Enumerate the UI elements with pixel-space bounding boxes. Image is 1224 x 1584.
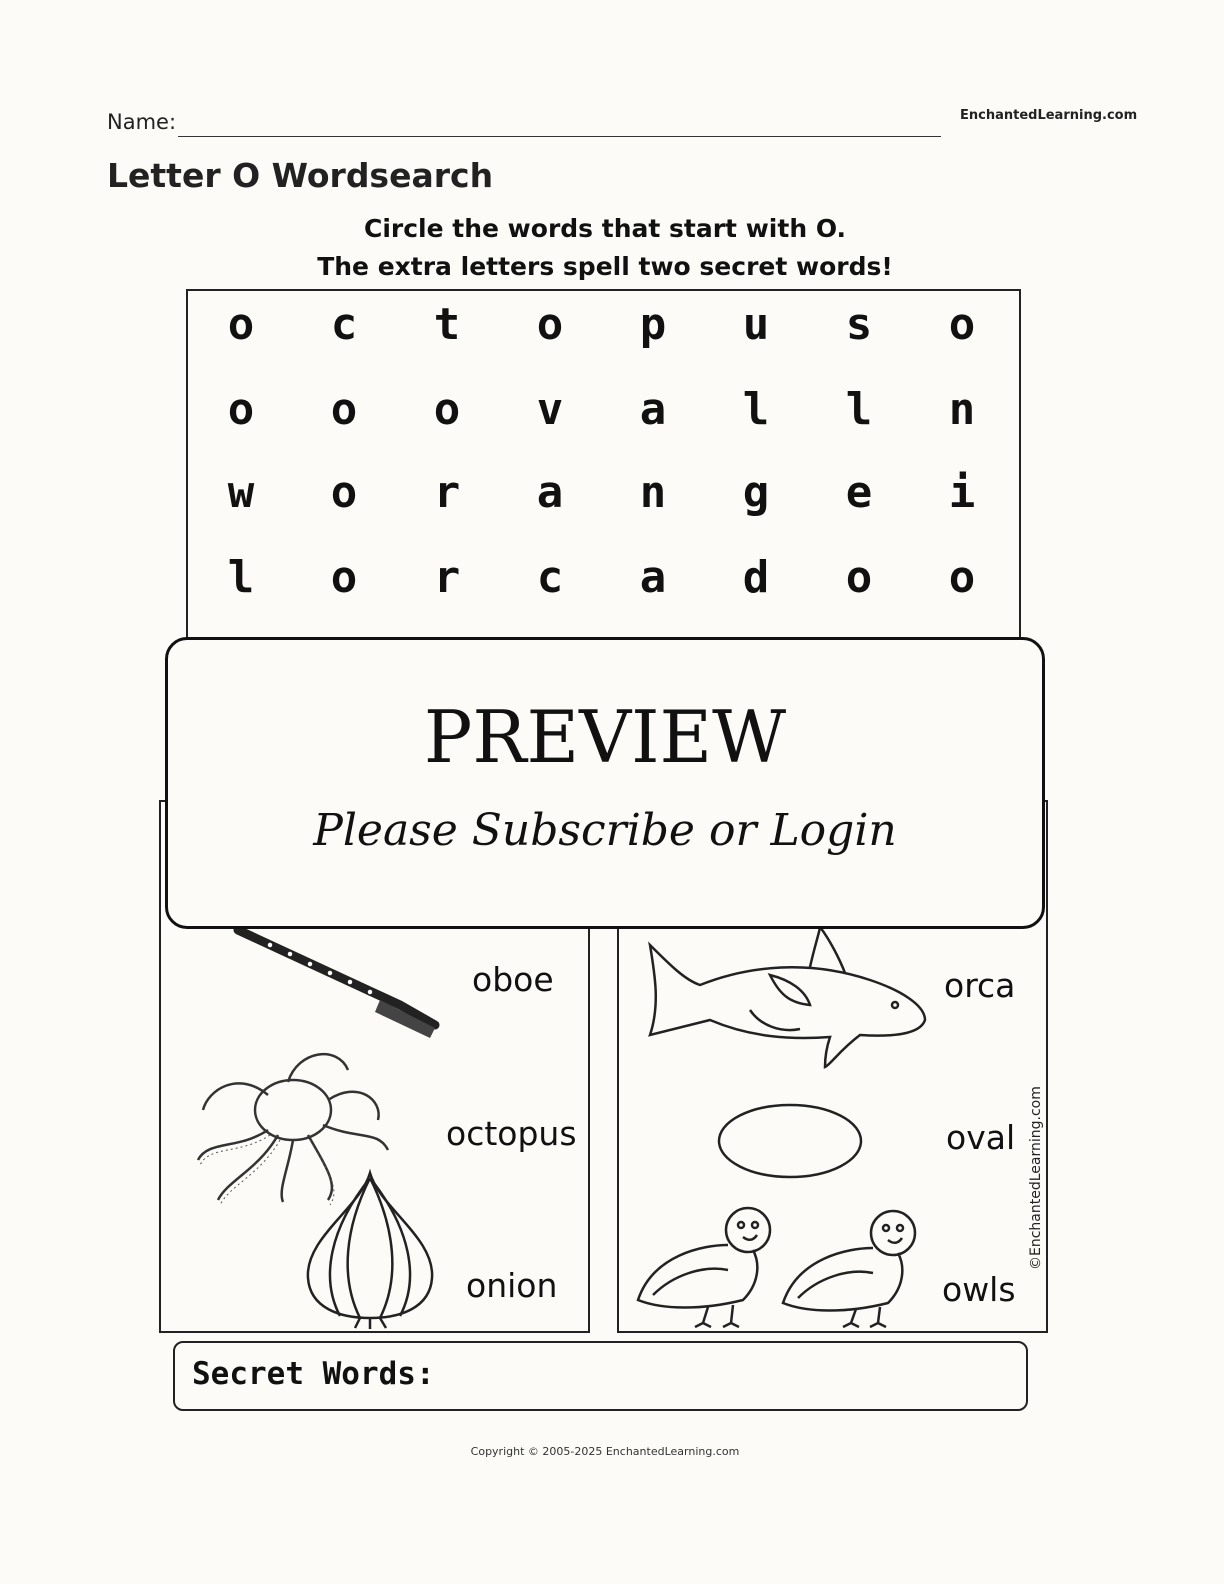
name-label: Name:	[107, 110, 177, 134]
instruction-line-2: The extra letters spell two secret words!	[317, 252, 893, 281]
grid-cell[interactable]: g	[742, 467, 770, 518]
subscribe-login-link[interactable]: Please Subscribe or Login	[313, 805, 897, 856]
grid-cell[interactable]: u	[742, 299, 770, 350]
grid-cell[interactable]: l	[227, 552, 255, 603]
grid-cell[interactable]: a	[639, 384, 667, 435]
preview-overlay[interactable]	[165, 637, 1045, 929]
grid-cell[interactable]: e	[845, 467, 873, 518]
grid-cell[interactable]: o	[227, 384, 255, 435]
grid-cell[interactable]: o	[330, 467, 358, 518]
picture-label-orca: orca	[944, 966, 1016, 1005]
grid-cell[interactable]: v	[536, 384, 564, 435]
grid-cell[interactable]: o	[948, 552, 976, 603]
grid-cell[interactable]: n	[948, 384, 976, 435]
orca-icon	[640, 925, 930, 1070]
grid-cell[interactable]: o	[845, 552, 873, 603]
grid-cell[interactable]: t	[433, 299, 461, 350]
grid-cell[interactable]: o	[948, 299, 976, 350]
grid-cell[interactable]: r	[433, 467, 461, 518]
copyright: Copyright © 2005-2025 EnchantedLearning.com	[470, 1445, 740, 1458]
name-line	[178, 136, 941, 137]
grid-cell[interactable]: d	[742, 552, 770, 603]
grid-cell[interactable]: a	[536, 467, 564, 518]
grid-cell[interactable]: c	[330, 299, 358, 350]
grid-cell[interactable]: r	[433, 552, 461, 603]
picture-label-owls: owls	[942, 1270, 1016, 1309]
secret-words-label: Secret Words:	[192, 1356, 435, 1392]
picture-label-onion: onion	[466, 1266, 558, 1305]
owl-icon	[778, 1205, 923, 1330]
grid-cell[interactable]: i	[948, 467, 976, 518]
grid-cell[interactable]: l	[742, 384, 770, 435]
grid-cell[interactable]: s	[845, 299, 873, 350]
page-title: Letter O Wordsearch	[107, 156, 494, 195]
grid-cell[interactable]: p	[639, 299, 667, 350]
owl-icon	[633, 1205, 778, 1330]
picture-label-octopus: octopus	[446, 1114, 577, 1153]
grid-cell[interactable]: o	[330, 384, 358, 435]
grid-cell[interactable]: o	[536, 299, 564, 350]
grid-cell[interactable]: o	[330, 552, 358, 603]
onion-icon	[300, 1168, 440, 1330]
site-tag: EnchantedLearning.com	[960, 108, 1138, 123]
oboe-icon	[230, 920, 450, 1050]
grid-cell[interactable]: a	[639, 552, 667, 603]
wordsearch-grid	[186, 289, 1021, 649]
grid-cell[interactable]: l	[845, 384, 873, 435]
grid-cell[interactable]: o	[227, 299, 255, 350]
instruction-line-1: Circle the words that start with O.	[363, 214, 847, 243]
grid-cell[interactable]: w	[227, 467, 255, 518]
preview-title: PREVIEW	[423, 695, 787, 779]
side-credit: ©EnchantedLearning.com	[1028, 1086, 1044, 1270]
grid-cell[interactable]: n	[639, 467, 667, 518]
oval-icon	[716, 1102, 864, 1180]
grid-cell[interactable]: c	[536, 552, 564, 603]
picture-label-oboe: oboe	[472, 960, 554, 999]
grid-cell[interactable]: o	[433, 384, 461, 435]
picture-label-oval: oval	[946, 1118, 1016, 1157]
